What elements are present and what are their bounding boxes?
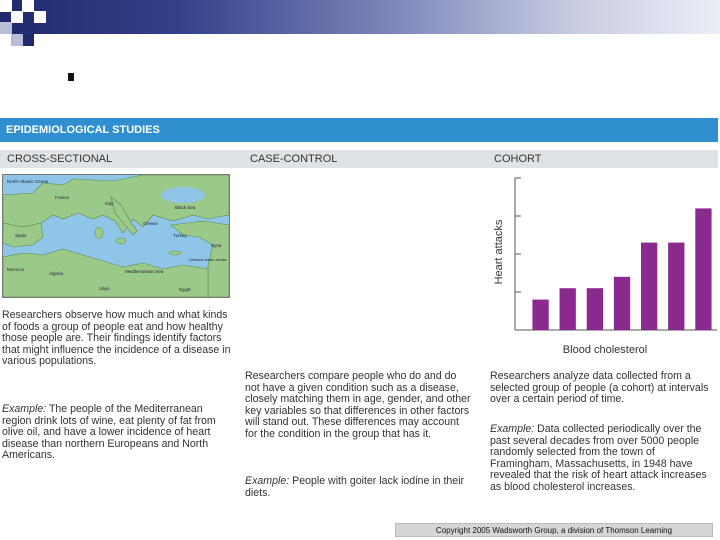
map-label: Syria: [211, 243, 222, 248]
example-text: Data collected periodically over the past several decades from over 5000 people randomly selected from the town of Framingham, Massachusetts, in 1948 have revealed that the risk of heart attack increases as blood cholesterol increases.: [490, 423, 707, 493]
map-label: Morocco: [7, 267, 25, 272]
map-label: Italy: [105, 201, 114, 206]
island: [169, 251, 181, 255]
decor-square: [11, 11, 23, 23]
example-text: The people of the Mediterranean region drink lots of wine, eat plenty of fat from olive oil, and have a lower incidence of heart disease than northern Europeans and North Americans.: [2, 403, 216, 462]
chart-bar-2: [560, 288, 576, 330]
top-decorative-bar: [0, 0, 720, 34]
black-sea: [161, 187, 205, 203]
map-label: Algeria: [49, 271, 64, 276]
map-label: Turkey: [173, 233, 187, 238]
map-label: Spain: [15, 233, 27, 238]
chart-bar-4: [614, 277, 630, 330]
map-label: Libya: [99, 286, 110, 291]
map-label: Mediterranean Sea: [125, 269, 164, 274]
decor-square: [11, 34, 23, 46]
figure-header: EPIDEMIOLOGICAL STUDIES: [0, 118, 718, 142]
chart-bar-1: [532, 300, 548, 330]
cohort-description: Researchers analyze data collected from a selected group of people (a cohort) at intervals over a certain period of time.: [490, 370, 709, 406]
decor-square: [22, 34, 34, 46]
chart-xlabel: Blood cholesterol: [562, 344, 648, 356]
chart-bar-3: [587, 288, 603, 330]
chart-bar-7: [695, 208, 711, 330]
map-label: Greece: [143, 221, 158, 226]
chart-ylabel: Heart attacks: [493, 219, 505, 285]
island: [95, 227, 103, 239]
chart-bar-6: [668, 243, 684, 330]
copyright-notice: Copyright 2005 Wadsworth Group, a division of Thomson Learning: [395, 523, 713, 537]
example-label: Example:: [245, 475, 290, 487]
mediterranean-map: [2, 174, 230, 298]
decor-square: [22, 0, 34, 12]
column-headers: [0, 150, 718, 168]
column-title-cross-sectional: CROSS-SECTIONAL: [7, 153, 113, 165]
map-label: France: [55, 195, 70, 200]
column-title-cohort: COHORT: [494, 153, 542, 165]
example-label: Example:: [490, 423, 535, 435]
map-label: Lebanon Israel Jordan: [189, 258, 227, 262]
chart-bar-5: [641, 243, 657, 330]
map-label: Black Sea: [175, 205, 196, 210]
cross-sectional-description: Researchers observe how much and what kinds of foods a group of people eat and how healthy those people are. Their findings identify factors that might influence the incidence of a disease in various populations.: [2, 309, 231, 368]
column-title-case-control: CASE-CONTROL: [250, 153, 338, 165]
slide-bullet: [68, 73, 74, 81]
example-text: People with goiter lack iodine in their diets.: [245, 475, 465, 499]
map-label: North Atlantic Ocean: [7, 179, 49, 184]
decor-square: [34, 11, 46, 23]
cohort-example: [490, 424, 716, 494]
example-label: Example:: [2, 403, 47, 415]
map-label: Egypt: [179, 287, 191, 292]
cross-sectional-example: [2, 404, 234, 462]
case-control-description: Researchers compare people who do and do not have a given condition such as a disease, closely matching them in age, gender, and other key variables so that differences in other factors will stand out. These differences may account for the condition in the group that has it.: [245, 370, 471, 440]
decor-square: [0, 22, 12, 34]
cohort-bar-chart: [485, 170, 720, 358]
case-control-example: [245, 476, 471, 499]
island: [116, 238, 126, 244]
